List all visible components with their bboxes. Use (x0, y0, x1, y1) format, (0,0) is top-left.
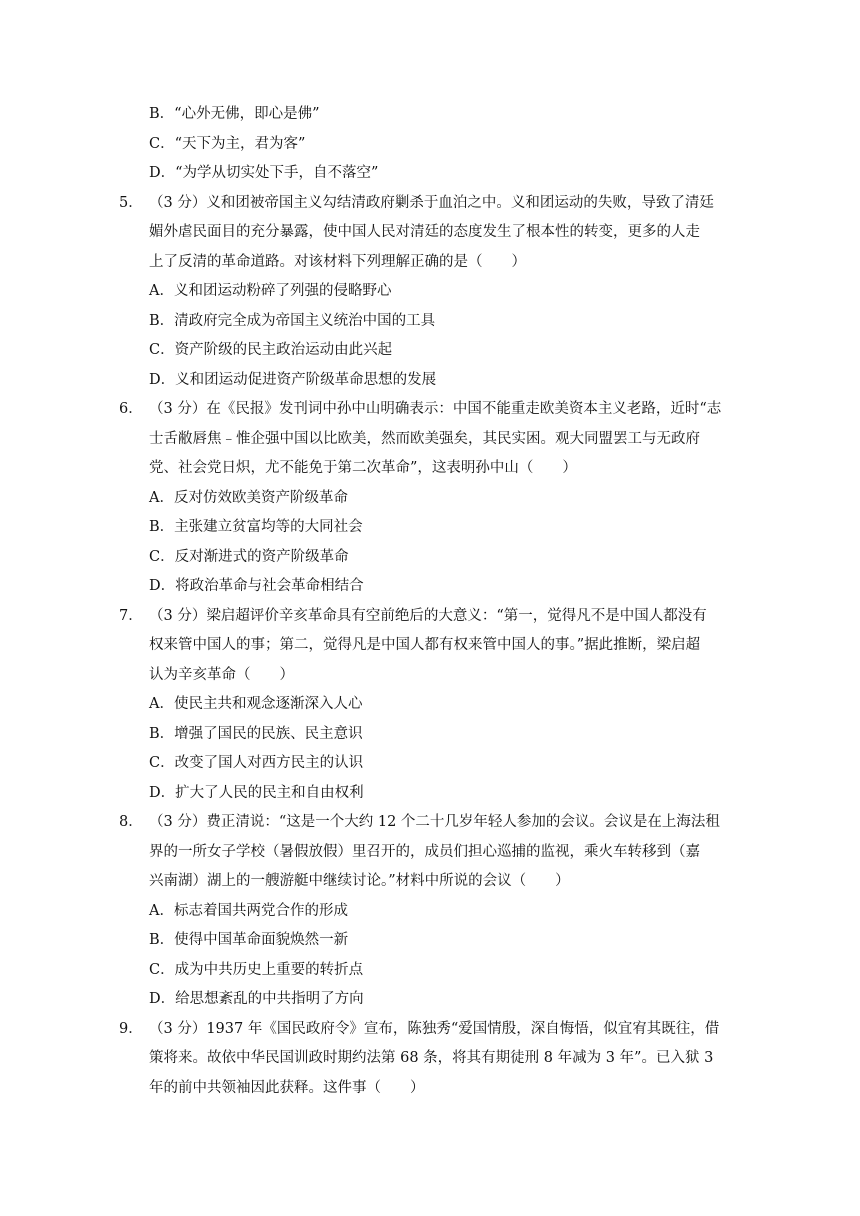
question-8 (0, 808, 860, 838)
option-5d: D．义和团运动促进资产阶级革命思想的发展 (149, 371, 437, 388)
question-number: 9． (119, 1020, 143, 1037)
question-stem-line: 媚外虐民面目的充分暴露，使中国人民对清廷的态度发生了根本性的转变，更多的人走 (149, 224, 700, 240)
option-4d: D．“为学从切实处下手，自不落空” (149, 165, 379, 181)
option-7b: B．增强了国民的民族、民主意识 (149, 725, 363, 742)
question-stem-line: 党、社会党日炽，尤不能免于第二次革命”，这表明孙中山（ ） (149, 460, 577, 476)
question-number: 6． (119, 401, 143, 417)
option-5a: A．义和团运动粉碎了列强的侵略野心 (149, 283, 392, 299)
question-stem-line: 认为辛亥革命（ ） (149, 666, 294, 683)
question-stem-line: 权来管中国人的事；第二，觉得凡是中国人都有权来管中国人的事。”据此推断，梁启超 (149, 637, 701, 653)
question-stem-line: 士舌敝唇焦﹣惟企强中国以比欧美，然而欧美强矣，其民实困。观大同盟罢工与无政府 (149, 430, 700, 447)
option-6d: D．将政治革命与社会革命相结合 (149, 578, 364, 594)
option-5b: B．清政府完全成为帝国主义统治中国的工具 (149, 312, 436, 329)
option-5c: C．资产阶级的民主政治运动由此兴起 (149, 342, 393, 358)
question-stem-line: 年的前中共领袖因此获释。这件事（ ） (149, 1079, 425, 1096)
option-8a: A．标志着国共两党合作的形成 (149, 902, 348, 919)
option-4b: B．“心外无佛，即心是佛” (149, 106, 320, 122)
question-5 (0, 189, 860, 219)
question-stem-line: 兴南湖）湖上的一艘游艇中继续讨论。”材料中所说的会议（ ） (149, 873, 570, 889)
question-7 (0, 602, 860, 632)
question-stem-line: （3 分）义和团被帝国主义勾结清政府剿杀于血泊之中。义和团运动的失败，导致了清廷 (149, 194, 714, 211)
option-7a: A．使民主共和观念逐渐深入人心 (149, 696, 363, 712)
question-stem-line: （3 分）梁启超评价辛亥革命具有空前绝后的大意义：“第一，觉得凡不是中国人都没有 (149, 607, 707, 624)
question-stem-line: 策将来。故依中华民国训政时期约法第 68 条，将其有期徒刑 8 年减为 3 年”。已入狱 3 (149, 1050, 714, 1066)
option-8d: D．给思想紊乱的中共指明了方向 (149, 991, 364, 1007)
question-number: 8． (119, 814, 143, 830)
option-8b: B．使得中国革命面貌焕然一新 (149, 932, 349, 948)
option-7c: C．改变了国人对西方民主的认识 (149, 755, 364, 771)
question-stem-line: （3 分）1937 年《国民政府令》宣布，陈独秀“爱国情殷，深自悔悟，似宜宥其既往，借 (149, 1020, 720, 1037)
option-4c: C．“天下为主，君为客” (149, 135, 306, 152)
option-8c: C．成为中共历史上重要的转折点 (149, 961, 364, 978)
option-6a: A．反对仿效欧美资产阶级革命 (149, 489, 348, 506)
question-stem-line: 上了反清的革命道路。对该材料下列理解正确的是（ ） (149, 253, 526, 270)
option-6c: C．反对渐进式的资产阶级革命 (149, 548, 349, 565)
question-6 (0, 395, 860, 425)
question-number: 7． (119, 607, 143, 624)
question-stem-line: （3 分）在《民报》发刊词中孙中山明确表示：中国不能重走欧美资本主义老路，近时“志 (149, 401, 722, 417)
option-6b: B．主张建立贫富均等的大同社会 (149, 519, 363, 535)
option-7d: D．扩大了人民的民主和自由权利 (149, 784, 364, 801)
question-number: 5． (119, 194, 143, 211)
question-stem-line: 界的一所女子学校（暑假放假）里召开的，成员们担心巡捕的监视，乘火车转移到（嘉 (149, 843, 700, 860)
question-list (0, 100, 860, 1103)
question-stem-line: （3 分）费正清说：“这是一个大约 12 个二十几岁年轻人参加的会议。会议是在上海法租 (149, 814, 720, 830)
question-9 (0, 1015, 860, 1045)
